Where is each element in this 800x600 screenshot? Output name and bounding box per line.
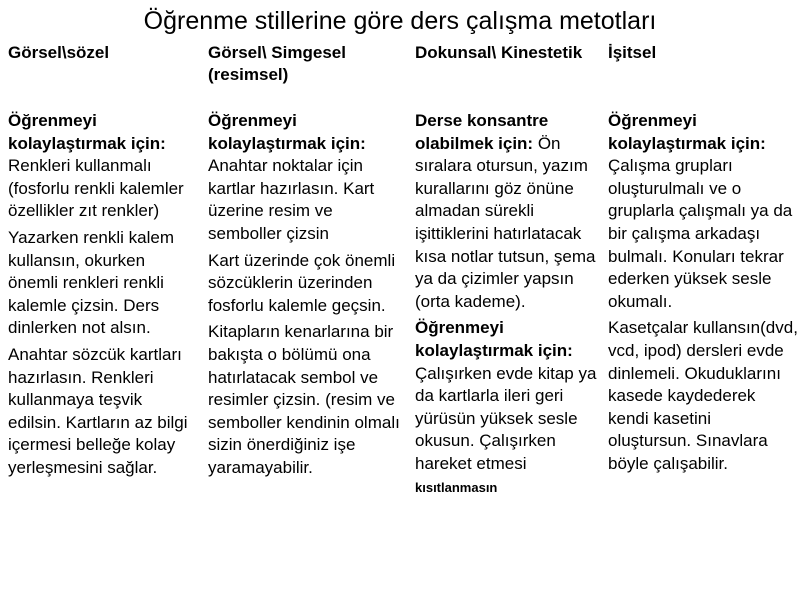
paragraph-lead: Öğrenmeyi kolaylaştırmak için:	[608, 111, 766, 153]
paragraph	[608, 110, 798, 313]
paragraph-text: Kitapların kenarlarına bir bakışta o bölümü ona hatırlatacak sembol ve resimler çizsin. (resim ve semboller kendinin olmalı sizin önerdiğiniz işe yaramayabilir.	[208, 322, 400, 477]
paragraph	[208, 321, 401, 479]
paragraph-text: Kart üzerinde çok önemli sözcüklerin üzerinden fosforlu kalemle geçsin.	[208, 250, 396, 315]
column-gorsel-sozel	[8, 42, 198, 484]
paragraph-text: Ön sıralara otursun, yazım kurallarını göz önüne almadan sürekli işittiklerini hatırlatacak kısa notlar tutsun, şema ya da çizimler yapsın (orta kademe).	[415, 133, 596, 311]
column-dokunsal-kinestetik	[415, 42, 597, 503]
column-isitsel	[608, 42, 798, 480]
paragraph	[608, 317, 798, 475]
column-header: Dokunsal\ Kinestetik	[415, 43, 583, 62]
paragraph-text: Renkleri kullanmalı (fosforlu renkli kalemler özellikler zıt renkler)	[8, 156, 184, 221]
paragraph-text: Kasetçalar kullansın(dvd, vcd, ipod) dersleri evde dinlemeli. Okuduklarını kasede kaydederek kendi kasetini oluştursun. Sınavlara böyle çalışabilir.	[608, 318, 798, 473]
paragraph	[8, 227, 198, 340]
paragraph-lead: Öğrenmeyi kolaylaştırmak için:	[8, 111, 166, 153]
paragraph-lead: Öğrenmeyi kolaylaştırmak için:	[415, 318, 573, 360]
column-header: Görsel\ Simgesel (resimsel)	[208, 43, 346, 84]
paragraph-text: Çalışma grupları oluşturulmalı ve o gruplarla çalışmalı ya da bir çalışma arkadaşı bulmalı. Konuları tekrar ederken yüksek sesle okumalı.	[608, 156, 793, 311]
paragraph-text: Anahtar sözcük kartları hazırlasın. Renkleri kullanmaya teşvik edilsin. Kartların az bilgi içermesi belleğe kolay yerleşmesini sağlar.	[8, 344, 188, 477]
paragraph	[8, 344, 198, 480]
paragraph	[415, 317, 597, 499]
paragraph-text: Yazarken renkli kalem kullansın, okurken önemli renkleri renkli kalemle çizsin. Ders dinlerken not alsın.	[8, 227, 174, 338]
paragraph-emphasis: kısıtlanmasın	[415, 479, 498, 495]
paragraph-text: Anahtar noktalar için kartlar hazırlasın. Kart üzerine resim ve semboller çizsin	[208, 156, 375, 243]
paragraph	[8, 110, 198, 223]
paragraph-lead: Öğrenmeyi kolaylaştırmak için:	[208, 111, 366, 153]
page-title: Öğrenme stillerine göre ders çalışma metotları	[143, 7, 657, 35]
column-gorsel-simgesel	[208, 42, 401, 484]
paragraph	[208, 110, 401, 246]
column-header: Görsel\sözel	[8, 43, 110, 62]
paragraph-lead: Derse konsantre olabilmek için:	[415, 111, 549, 153]
paragraph-text: Çalışırken evde kitap ya da kartlarla ileri geri yürüsün yüksek sesle okusun. Çalışırken hareket etmesi	[415, 363, 597, 473]
paragraph	[208, 250, 401, 318]
column-header: İşitsel	[608, 43, 657, 62]
paragraph	[415, 110, 597, 313]
